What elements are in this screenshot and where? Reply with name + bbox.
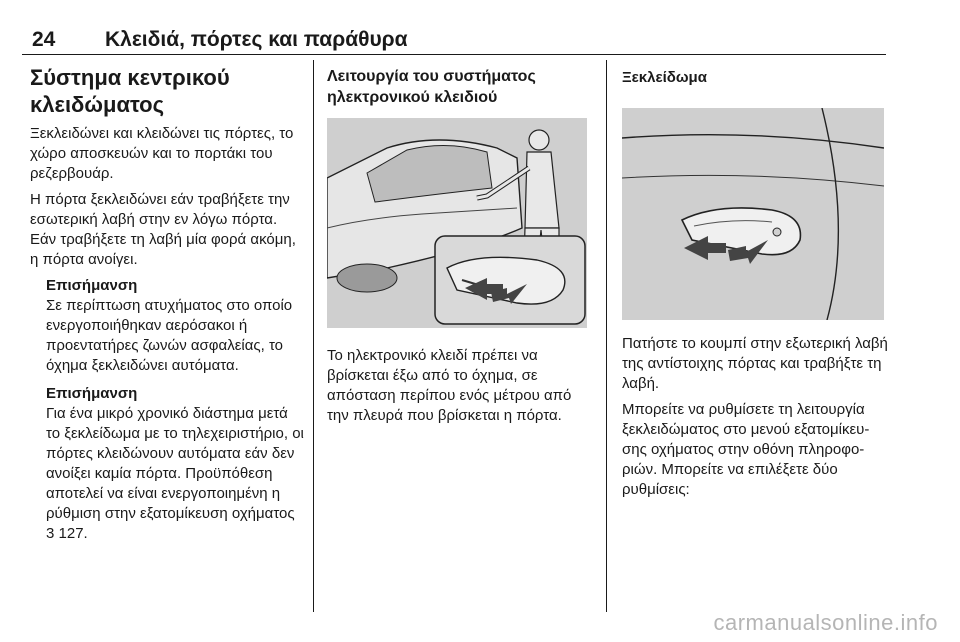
car-door-handle-illustration <box>327 118 587 328</box>
handle-push-pull-diagram <box>622 108 884 320</box>
section-title-central-locking: Σύστημα κεντρικού κλειδώματος <box>30 65 230 117</box>
column-unlocking <box>622 60 888 506</box>
column-central-locking <box>30 60 306 552</box>
note-text: Σε περίπτωση ατυχήματος στο οποίο ενεργοποιήθηκαν αερόσακοι ή προεντατήρες ζωνών ασφαλείας, το όχημα ξεκλειδώνει αυτόματα. <box>46 297 293 374</box>
paragraph-key-distance: Το ηλεκτρονικό κλειδί πρέπει να βρίσκεται έξω από το όχημα, σε απόσταση περίπου ενός μέτρου από την πλευρά που βρίσκεται η πόρτα. <box>327 347 572 424</box>
page-header <box>22 26 886 55</box>
paragraph-inner-handle: Η πόρτα ξεκλειδώνει εάν τραβήξετε την εσωτερική λαβή στην εν λόγω πόρτα. Εάν τραβήξετε τη λαβή μία φορά ακόμη, η πόρτα ανοίγει. <box>30 191 296 268</box>
column-divider-2 <box>606 60 607 612</box>
car-with-person-illustration <box>327 118 587 328</box>
door-handle-illustration <box>622 108 884 320</box>
page-reference-link[interactable]: 3 127. <box>46 525 88 542</box>
note-autolock <box>30 384 306 544</box>
note-autolock-text: Για ένα μικρό χρονικό διάστημα μετά το ξεκλείδωμα με το τηλεχειριστήριο, οι πόρτες κλειδώνουν αυτόματα εάν δεν ανοίξει καμία πόρτα. Προϋπόθεση αποτελεί να είναι ενεργοποιημένη η ρύθμιση στην εξατομίκευση οχήματος <box>46 405 304 522</box>
watermark-logo: carmanualsonline.info <box>713 610 938 635</box>
section-title-unlocking: Ξεκλείδωμα <box>622 69 707 86</box>
paragraph-unlock-settings: Μπορείτε να ρυθμίσετε τη λειτουργία ξεκλειδώματος στο μενού εξατομίκευσης οχήματος στην οθόνη πληροφοριών. Μπορείτε να επιλέξετε δύο ρυθμίσεις: <box>622 401 870 498</box>
paragraph-central-locking-intro: Ξεκλειδώνει και κλειδώνει τις πόρτες, το χώρο αποσκευών και το πορτάκι του ρεζερβουάρ. <box>30 125 294 182</box>
note-title: Επισήμανση <box>46 385 138 402</box>
note-title: Επισήμανση <box>46 277 138 294</box>
page-number: 24 <box>32 28 56 51</box>
column-divider-1 <box>313 60 314 612</box>
chapter-title: Κλειδιά, πόρτες και παράθυρα <box>105 28 408 51</box>
note-text <box>46 404 306 544</box>
section-title-electronic-key: Λειτουργία του συστήματος ηλεκτρονικού κλειδιού <box>327 68 536 106</box>
column-electronic-key <box>327 60 595 432</box>
paragraph-press-button: Πατήστε το κουμπί στην εξωτερική λαβή της αντίστοιχης πόρτας και τραβήξτε τη λαβή. <box>622 335 888 392</box>
note-airbag <box>30 276 306 376</box>
